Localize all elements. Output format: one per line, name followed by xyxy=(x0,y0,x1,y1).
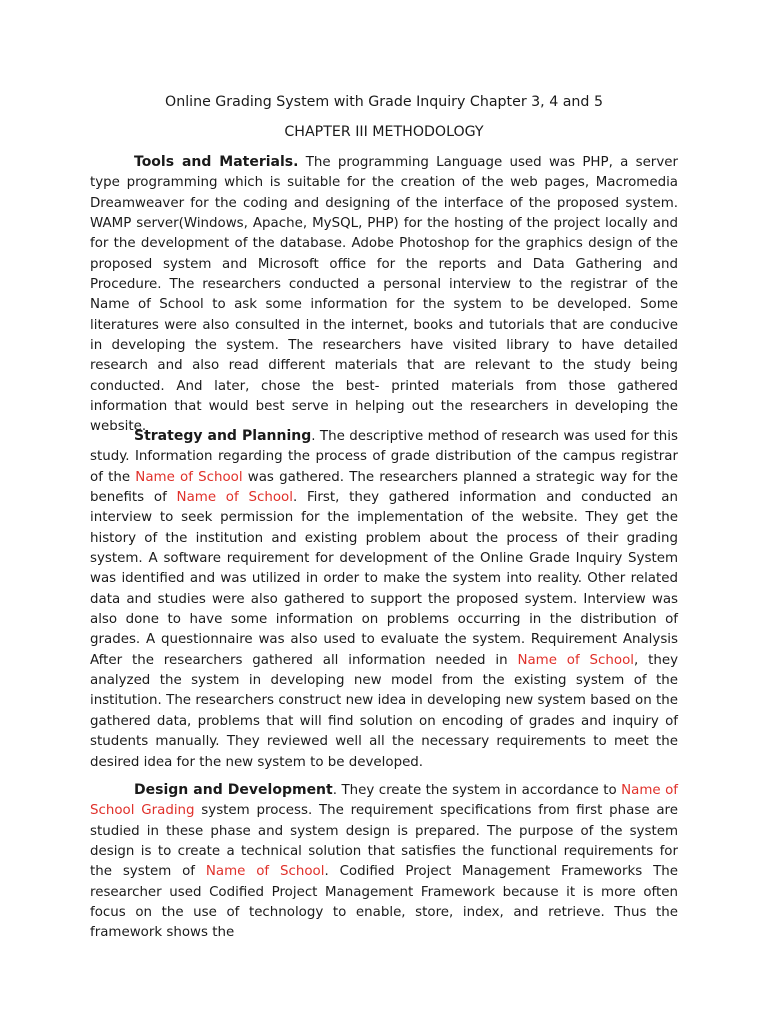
paragraph-text: system process. The requirement specifications from first phase are studied in these phase and system design is prepared. The purpose of the system design is to create a technical solution that satisfies the functional requirements for the system of xyxy=(90,803,678,880)
paragraph-text: . They create the system in accordance to xyxy=(332,783,622,798)
placeholder-school-name: Name of School xyxy=(205,864,325,880)
section-heading: Tools and Materials. xyxy=(134,154,299,170)
paragraph-text: . The descriptive method of research was used for this study. Information regarding the process of grade distribution of the campus registrar of the xyxy=(90,429,678,485)
document-title: Online Grading System with Grade Inquiry Chapter 3, 4 and 5 xyxy=(165,94,603,110)
section-heading: Design and Development xyxy=(134,782,333,798)
chapter-heading: CHAPTER III METHODOLOGY xyxy=(284,124,484,140)
paragraph-tools-and-materials xyxy=(90,152,678,438)
paragraph-text: was gathered. The researchers planned a strategic way for the benefits of xyxy=(90,469,678,506)
placeholder-school-name: Name of School xyxy=(176,490,293,506)
section-heading: Strategy and Planning xyxy=(134,428,312,444)
paragraph-design-and-development xyxy=(90,780,678,944)
paragraph-text: The programming Language used was PHP, a server type programming which is suitable for the creation of the web pages, Macromedia Dreamweaver for the coding and designing of the interface of the proposed system. WAMP server(Windows, Apache, MySQL, PHP) for the hosting of the project locally and for the development of the database. Adobe Photoshop for the graphics design of the proposed system and Microsoft office for the reports and Data Gathering and Procedure. The researchers conducted a personal interview to the registrar of the Name of School to ask some information for the system to be developed. Some literatures were also consulted in the internet, books and tutorials that are conducive in developing the system. The researchers have visited library to have detailed research and also read different materials that are relevant to the study being conducted. And later, chose the best- printed materials from those gathered information that would best serve in helping out the researchers in developing the website. xyxy=(90,155,678,435)
placeholder-school-name: Name of School xyxy=(135,469,243,485)
placeholder-school-name: Name of School xyxy=(517,652,634,668)
paragraph-text: . Codified Project Management Frameworks The researcher used Codified Project Management Framework because it is more often focus on the use of technology to enable, store, index, and retrieve. Thus the framework shows the xyxy=(90,864,678,941)
paragraph-text: . First, they gathered information and conducted an interview to seek permission for the implementation of the website. They get the history of the institution and existing problem about the process of their grading system. A software requirement for development of the Online Grade Inquiry System was identified and was utilized in order to make the system into reality. Other related data and studies were also gathered to support the proposed system. Interview was also done to have some information on problems occurring in the distribution of grades. A questionnaire was also used to evaluate the system. Requirement Analysis After the researchers gathered all information needed in xyxy=(90,490,678,668)
placeholder-school-grading: Name of School Grading xyxy=(90,783,679,819)
paragraph-strategy-and-planning xyxy=(90,426,678,773)
paragraph-text: , they analyzed the system in developing new model from the existing system of the institution. The researchers construct new idea in developing new system based on the gathered data, problems that will find solution on encoding of grades and inquiry of students manually. They reviewed well all the necessary requirements to meet the desired idea for the new system to be developed. xyxy=(90,652,678,770)
